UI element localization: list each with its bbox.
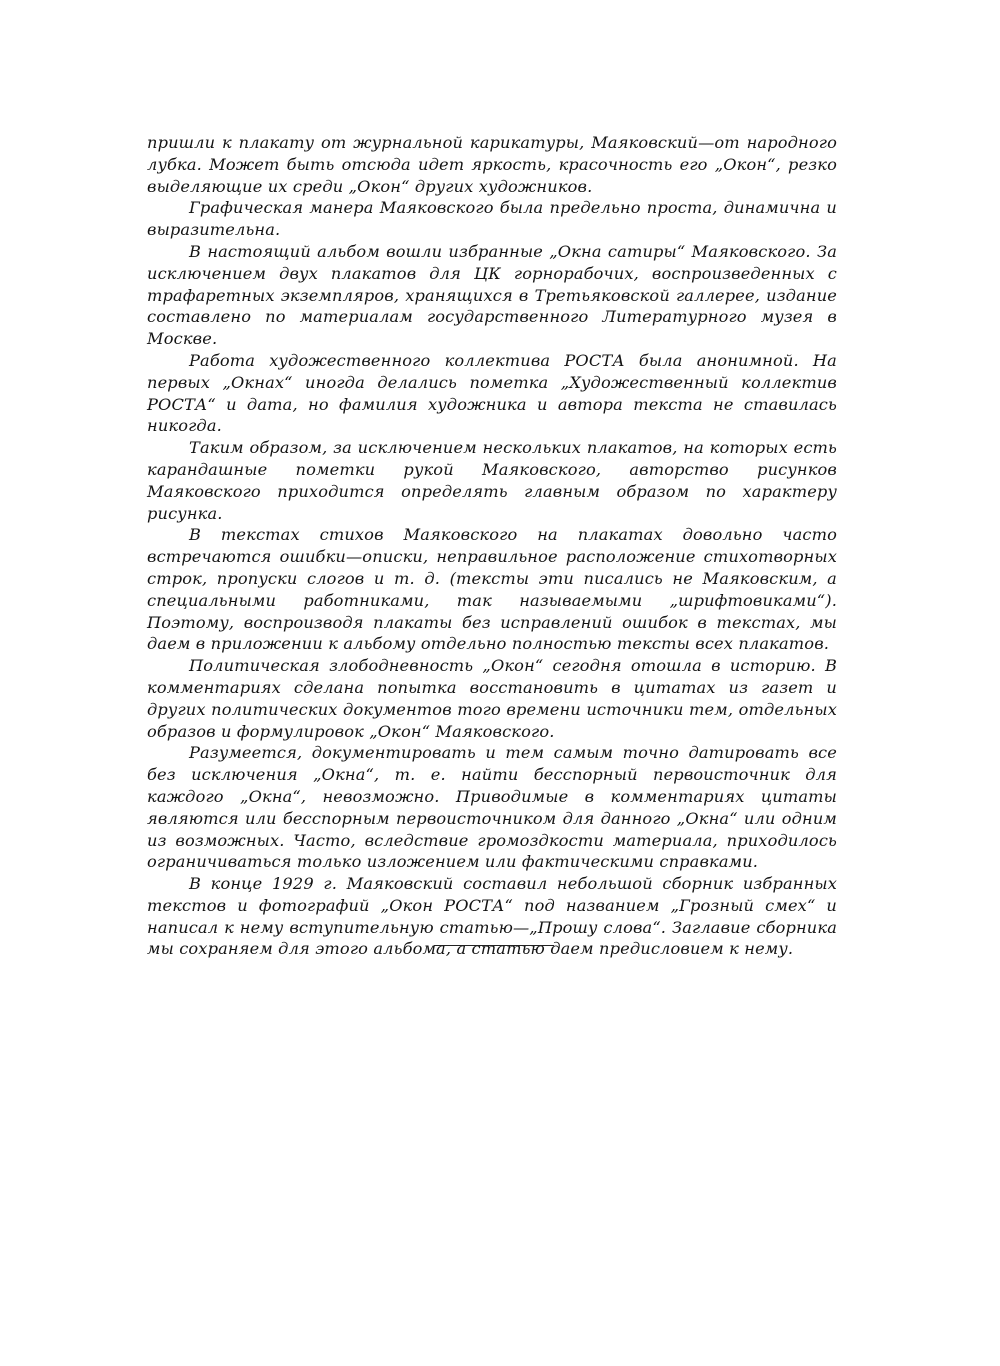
paragraph: В текстах стихов Маяковского на плакатах довольно часто встречаются ошибки—описки, неправильное расположение стихотворных строк, пропуски слогов и т. д. (тексты эти писались не Маяковским, а специальными работниками, так называемыми „шрифтовиками“). Поэтому, воспроизводя плакаты без исправлений ошибок в текстах, мы даем в приложении к альбому отдельно полностью тексты всех плакатов.: [147, 525, 837, 654]
paragraph: Графическая манера Маяковского была предельно проста, динамична и выразительна.: [147, 198, 837, 240]
paragraph: пришли к плакату от журнальной карикатуры, Маяковский—от народного лубка. Может быть отсюда идет яркость, красочность его „Окон“, резко выделяющие их среди „Окон“ других художников.: [147, 133, 837, 196]
section-divider: [434, 945, 554, 946]
paragraph: Таким образом, за исключением нескольких плакатов, на которых есть карандашные пометки рукой Маяковского, авторство рисунков Маяковского приходится определять главным образом по характеру рисунка.: [147, 438, 837, 523]
paragraph: Разумеется, документировать и тем самым точно датировать все без исключения „Окна“, т. е. найти бесспорный первоисточник для каждого „Окна“, невозможно. Приводимые в комментариях цитаты являются или бесспорным первоисточником для данного „Окна“ или одним из возможных. Часто, вследствие громоздкости материала, приходилось ограничиваться только изложением или фактическими справками.: [147, 743, 837, 872]
paragraph: Политическая злободневность „Окон“ сегодня отошла в историю. В комментариях сделана попытка восстановить в цитатах из газет и других политических документов того времени источники тем, отдельных образов и формулировок „Окон“ Маяковского.: [147, 656, 837, 741]
paragraph: Работа художественного коллектива РОСТА была анонимной. На первых „Окнах“ иногда делались пометка „Художественный коллектив РОСТА“ и дата, но фамилия художника и автора текста не ставилась никогда.: [147, 350, 837, 436]
body-text: [147, 132, 837, 960]
paragraph: В конце 1929 г. Маяковский составил небольшой сборник избранных текстов и фотографий „Окон РОСТА“ под названием „Грозный смех“ и написал к нему вступительную статью—„Прошу слова“. Заглавие сборника мы сохраняем для этого альбома, а статью даем предисловием к нему.: [147, 874, 837, 959]
paragraph: В настоящий альбом вошли избранные „Окна сатиры“ Маяковского. За исключением двух плакатов для ЦК горнорабочих, воспроизведенных с трафаретных экземпляров, хранящихся в Третьяковской галлерее, издание составлено по материалам государственного Литературного музея в Москве.: [147, 241, 837, 349]
